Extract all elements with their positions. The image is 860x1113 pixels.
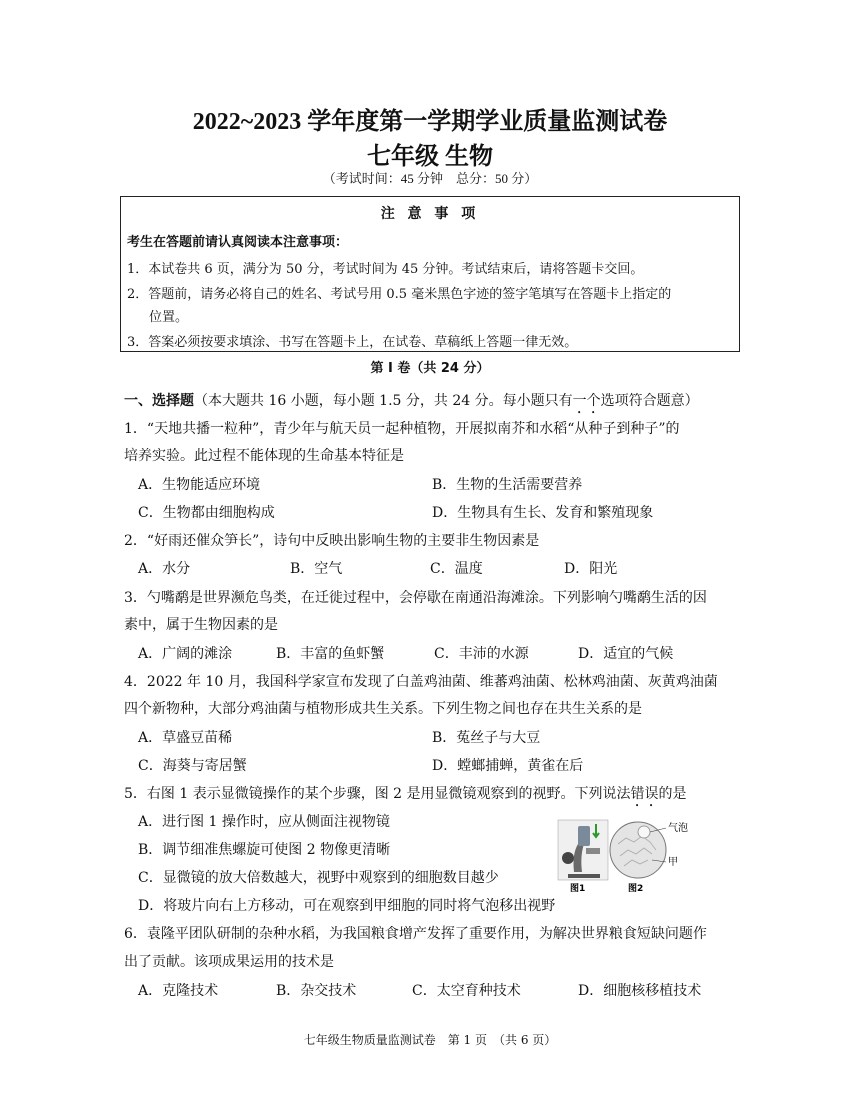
notice-heading: 注 意 事 项 bbox=[380, 206, 480, 222]
notice-intro: 考生在答题前请认真阅读本注意事项： bbox=[127, 235, 349, 250]
q5-stem-a: 5．右图 1 表示显微镜操作的某个步骤，图 2 是用显微镜观察到的视野。下列说法 bbox=[124, 786, 631, 802]
q2-option-c: C．温度 bbox=[430, 561, 483, 577]
fig2-caption: 图2 bbox=[628, 884, 644, 894]
q5-stem-emphasis: 错误 bbox=[630, 786, 659, 802]
q1-option-b: B．生物的生活需要营养 bbox=[432, 477, 583, 493]
q3-option-a: A．广阔的滩涂 bbox=[138, 646, 233, 662]
q1-option-c: C．生物都由细胞构成 bbox=[138, 505, 275, 521]
q4-option-c: C．海葵与寄居蟹 bbox=[138, 758, 247, 774]
q5-option-a: A．进行图 1 操作时，应从侧面注视物镜 bbox=[138, 814, 390, 830]
exam-subject: 七年级 生物 bbox=[367, 144, 493, 170]
q6-option-c: C．太空育种技术 bbox=[412, 983, 521, 999]
fig-label-jia: 甲 bbox=[668, 857, 678, 868]
q3-option-c: C．丰沛的水源 bbox=[434, 646, 529, 662]
q5-option-c: C．显微镜的放大倍数越大，视野中观察到的细胞数目越少 bbox=[138, 870, 499, 886]
q6-stem-line2: 出了贡献。该项成果运用的技术是 bbox=[124, 954, 334, 970]
section-header bbox=[124, 392, 699, 417]
q4-stem-line1: 4．2022 年 10 月，我国科学家宣布发现了白盖鸡油菌、维蕃鸡油菌、松林鸡油菌、灰黄鸡油菌 bbox=[124, 674, 718, 690]
part-heading: 第 I 卷（共 24 分） bbox=[370, 361, 490, 376]
exam-time-info: （考试时间：45 分钟 总分：50 分） bbox=[322, 171, 538, 186]
q5-stem-line1 bbox=[124, 785, 687, 810]
section-label: 一、选择题 bbox=[124, 393, 194, 409]
notice-item-2: 2．答题前，请务必将自己的姓名、考试号用 0.5 毫米黑色字迹的签字笔填写在答题卡上指定的 bbox=[127, 287, 672, 302]
notice-item-3: 3．答案必须按要求填涂、书写在答题卡上，在试卷、草稿纸上答题一律无效。 bbox=[127, 335, 578, 350]
q2-option-a: A．水分 bbox=[138, 561, 191, 577]
q1-stem-line1: 1．“天地共播一粒种”，青少年与航天员一起种植物，开展拟南芥和水稻“从种子到种子”的 bbox=[124, 421, 680, 437]
microscope-illustration bbox=[558, 820, 608, 880]
exam-title: 2022~2023 学年度第一学期学业质量监测试卷 bbox=[192, 109, 668, 135]
q6-option-d: D．细胞核移植技术 bbox=[578, 983, 702, 999]
q4-option-a: A．草盛豆苗稀 bbox=[138, 730, 233, 746]
q2-stem-line1: 2．“好雨还催众笋长”，诗句中反映出影响生物的主要非生物因素是 bbox=[124, 533, 540, 549]
section-desc-a: （本大题共 16 小题，每小题 1.5 分，共 24 分。每小题只有 bbox=[194, 393, 573, 409]
q2-option-d: D．阳光 bbox=[564, 561, 618, 577]
q3-option-d: D．适宜的气候 bbox=[578, 646, 674, 662]
q5-stem-b: 的是 bbox=[658, 786, 687, 802]
q5-option-b: B．调节细准焦螺旋可使图 2 物像更清晰 bbox=[138, 842, 391, 858]
fig1-caption: 图1 bbox=[570, 884, 586, 894]
q6-option-b: B．杂交技术 bbox=[276, 983, 357, 999]
q6-option-a: A．克隆技术 bbox=[138, 983, 219, 999]
notice-box bbox=[120, 196, 740, 352]
section-desc-b: 选项符合题意） bbox=[600, 393, 699, 409]
microscope-view-illustration bbox=[610, 822, 666, 878]
q1-option-d: D．生物具有生长、发育和繁殖现象 bbox=[432, 505, 654, 521]
q1-option-a: A．生物能适应环境 bbox=[138, 477, 261, 493]
q3-option-b: B．丰富的鱼虾蟹 bbox=[276, 646, 385, 662]
q5-option-d: D．将玻片向右上方移动，可在观察到甲细胞的同时将气泡移出视野 bbox=[138, 898, 556, 914]
q4-option-b: B．菟丝子与大豆 bbox=[432, 730, 541, 746]
q3-stem-line2: 素中，属于生物因素的是 bbox=[124, 617, 278, 633]
notice-item-2-cont: 位置。 bbox=[149, 310, 189, 325]
fig-label-bubble: 气泡 bbox=[668, 823, 688, 834]
page-footer: 七年级生物质量监测试卷 第 1 页 （共 6 页） bbox=[303, 1033, 557, 1047]
notice-item-1: 1．本试卷共 6 页，满分为 50 分，考试时间为 45 分钟。考试结束后，请将答题卡交回。 bbox=[127, 262, 644, 277]
section-desc-emphasis: 一个 bbox=[572, 393, 601, 409]
q5-figure bbox=[556, 814, 691, 894]
q6-stem-line1: 6．袁隆平团队研制的杂种水稻，为我国粮食增产发挥了重要作用，为解决世界粮食短缺问题作 bbox=[124, 926, 707, 942]
q4-option-d: D．螳螂捕蝉，黄雀在后 bbox=[432, 758, 584, 774]
q2-option-b: B．空气 bbox=[290, 561, 343, 577]
q4-stem-line2: 四个新物种，大部分鸡油菌与植物形成共生关系。下列生物之间也存在共生关系的是 bbox=[124, 701, 642, 717]
q3-stem-line1: 3．勺嘴鹬是世界濒危鸟类，在迁徙过程中，会停歇在南通沿海滩涂。下列影响勺嘴鹬生活的因 bbox=[124, 590, 707, 606]
q1-stem-line2: 培养实验。此过程不能体现的生命基本特征是 bbox=[124, 448, 404, 464]
